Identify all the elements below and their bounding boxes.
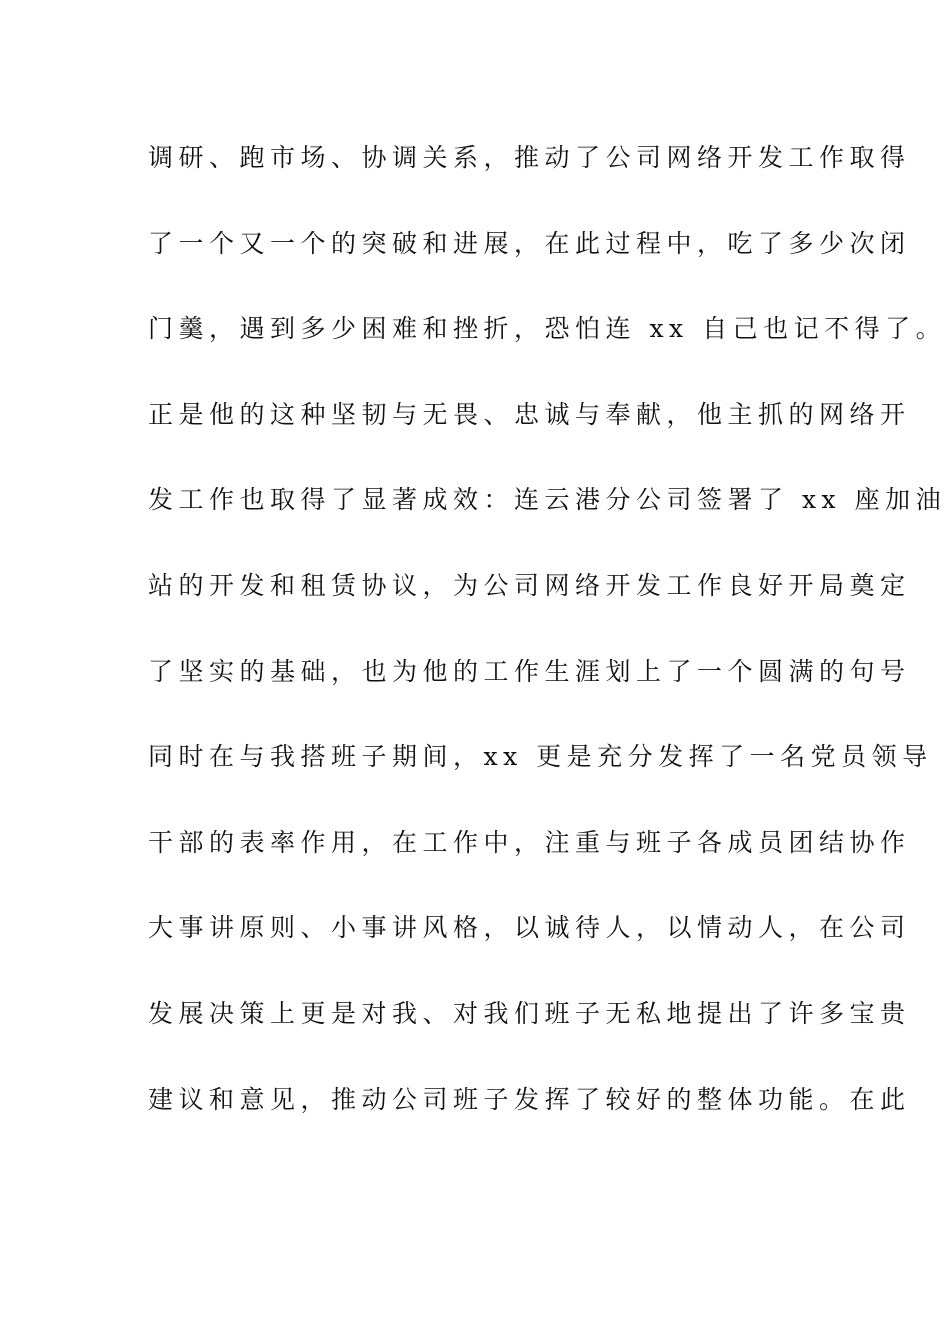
text-line: 发工作也取得了显著成效：连云港分公司签署了 xx 座加油 (148, 485, 947, 515)
text-line: 正是他的这种坚韧与无畏、忠诚与奉献，他主抓的网络开 (148, 399, 911, 429)
text-line: 建议和意见，推动公司班子发挥了较好的整体功能。在此 (148, 1084, 911, 1114)
text-line: 同时在与我搭班子期间，xx 更是充分发挥了一名党员领导 (148, 742, 933, 772)
text-line: 干部的表率作用，在工作中，注重与班子各成员团结协作 (148, 827, 911, 857)
text-line: 门羹，遇到多少困难和挫折，恐怕连 xx 自己也记不得了。 (148, 314, 947, 344)
text-line: 发展决策上更是对我、对我们班子无私地提出了许多宝贵 (148, 998, 911, 1028)
text-line: 大事讲原则、小事讲风格，以诚待人，以情动人，在公司 (148, 913, 911, 943)
text-line: 站的开发和租赁协议，为公司网络开发工作良好开局奠定 (148, 570, 911, 600)
text-line: 了一个又一个的突破和进展，在此过程中，吃了多少次闭 (148, 228, 911, 258)
text-line: 了坚实的基础，也为他的工作生涯划上了一个圆满的句号 (148, 656, 911, 686)
text-line: 调研、跑市场、协调关系，推动了公司网络开发工作取得 (148, 143, 911, 172)
body-text (148, 137, 947, 1164)
